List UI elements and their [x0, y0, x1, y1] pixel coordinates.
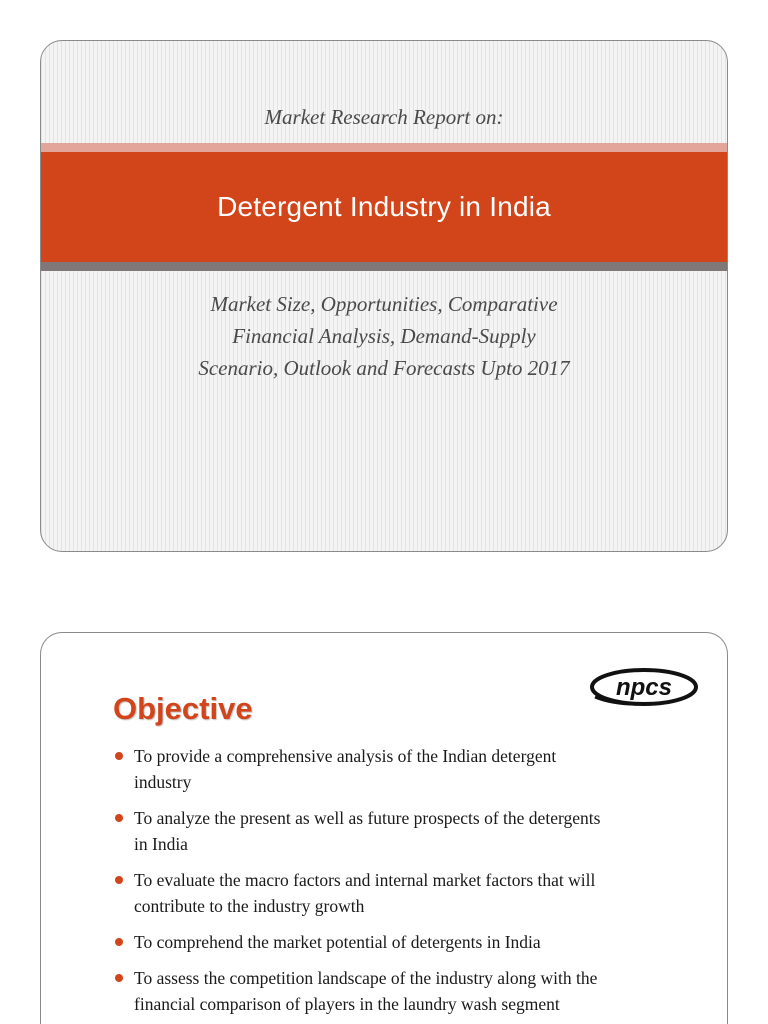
report-pretitle: Market Research Report on:: [264, 105, 504, 129]
bullet-dot-icon: [115, 974, 123, 982]
band-top-accent: [41, 143, 727, 152]
objective-slide: [40, 632, 728, 1024]
bullet-line: financial comparison of players in the laundry wash segment: [134, 994, 560, 1014]
list-item: [113, 867, 703, 919]
list-item: [113, 929, 703, 955]
bullet-line: To evaluate the macro factors and internal market factors that will: [134, 870, 596, 890]
list-item: [113, 805, 703, 857]
objective-list: [113, 743, 703, 1024]
band-bottom-accent: [41, 262, 727, 271]
bullet-line: in India: [134, 834, 188, 854]
subtitle-line: Market Size, Opportunities, Comparative: [210, 292, 558, 316]
report-subtitle: [41, 288, 727, 384]
bullet-line: To analyze the present as well as future prospects of the detergents: [134, 808, 601, 828]
subtitle-line: Financial Analysis, Demand-Supply: [232, 324, 536, 348]
subtitle-line: Scenario, Outlook and Forecasts Upto 2017: [198, 356, 570, 380]
bullet-line: To assess the competition landscape of the industry along with the: [134, 968, 598, 988]
bullet-line: To provide a comprehensive analysis of the Indian detergent: [134, 746, 557, 766]
objective-heading: Objective: [113, 691, 253, 726]
bullet-dot-icon: [115, 814, 123, 822]
title-slide: [40, 40, 728, 552]
bullet-dot-icon: [115, 752, 123, 760]
npcs-logo: [589, 667, 699, 707]
bullet-line: contribute to the industry growth: [134, 896, 365, 916]
report-title: Detergent Industry in India: [217, 191, 551, 222]
bullet-dot-icon: [115, 876, 123, 884]
bullet-line: To comprehend the market potential of detergents in India: [134, 932, 541, 952]
logo-text: npcs: [615, 674, 673, 701]
list-item: [113, 965, 703, 1017]
bullet-line: industry: [134, 772, 192, 792]
bullet-dot-icon: [115, 938, 123, 946]
title-band: [41, 152, 727, 262]
list-item: [113, 743, 703, 795]
